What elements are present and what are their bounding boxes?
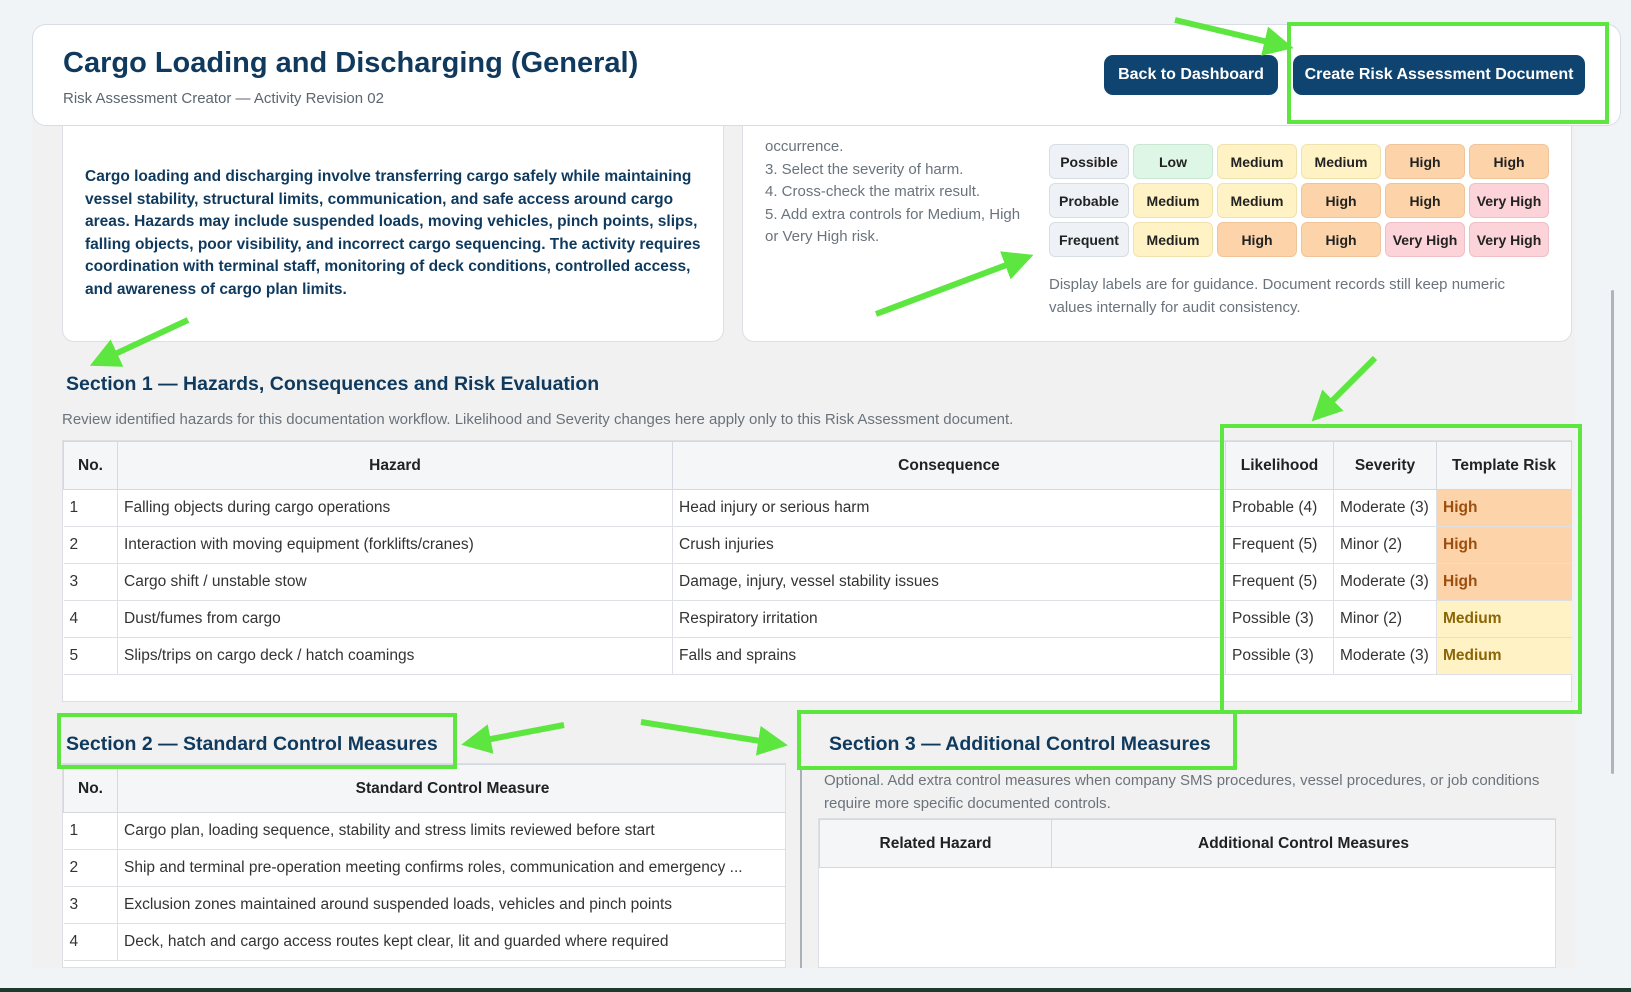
severity-select[interactable]: Minor (2) xyxy=(1334,527,1437,564)
column-header-hazard: Hazard xyxy=(118,442,673,490)
matrix-cell: High xyxy=(1217,222,1297,257)
matrix-cell: Very High xyxy=(1469,183,1549,218)
row-number: 4 xyxy=(64,924,118,961)
hazard-cell: Cargo shift / unstable stow xyxy=(118,564,673,601)
matrix-cell: High xyxy=(1385,183,1465,218)
consequence-cell: Head injury or serious harm xyxy=(673,490,1226,527)
column-header-standard-control: Standard Control Measure xyxy=(118,765,787,813)
table-header-row xyxy=(64,765,787,813)
activity-description: Cargo loading and discharging involve transferring cargo safely while maintaining vessel stability, structural limits, communication, and safe access around cargo areas. Hazards may include suspended loads, moving vehicles, pinch points, slips, falling objects, poor visibility, and incorrect cargo sequencing. The activity requires coordination with terminal staff, monitoring of deck conditions, controlled access, and awareness of cargo plan limits. xyxy=(85,168,701,298)
column-header-consequence: Consequence xyxy=(673,442,1226,490)
template-risk-cell: High xyxy=(1437,490,1572,527)
matrix-cell: Low xyxy=(1133,144,1213,179)
annotation-box-section2 xyxy=(57,713,457,769)
guide-step: 4. Cross-check the matrix result. xyxy=(765,183,981,200)
column-header-likelihood: Likelihood xyxy=(1226,442,1334,490)
guide-steps xyxy=(765,136,1025,249)
matrix-cell: Medium xyxy=(1217,144,1297,179)
guide-step: 5. Add extra controls for Medium, High or Very High risk. xyxy=(765,205,1021,245)
column-header-related-hazard: Related Hazard xyxy=(820,820,1052,868)
row-number: 3 xyxy=(64,564,118,601)
table-header-row xyxy=(820,820,1556,868)
severity-select[interactable]: Moderate (3) xyxy=(1334,564,1437,601)
matrix-cell: High xyxy=(1469,144,1549,179)
section3-description: Optional. Add extra control measures when company SMS procedures, vessel procedures, or job conditions require more specific documented controls. xyxy=(824,772,1540,812)
standard-controls-table xyxy=(63,764,786,961)
back-to-dashboard-button[interactable]: Back to Dashboard xyxy=(1104,55,1278,95)
page-subtitle: Risk Assessment Creator — Activity Revision 02 xyxy=(63,90,384,107)
control-measure-cell: Deck, hatch and cargo access routes kept clear, lit and guarded where required xyxy=(118,924,787,961)
matrix-row-label: Possible xyxy=(1049,144,1129,179)
table-row xyxy=(64,924,787,961)
additional-controls-table xyxy=(819,819,1556,868)
severity-select[interactable]: Minor (2) xyxy=(1334,601,1437,638)
risk-matrix-card xyxy=(742,126,1572,342)
row-number: 1 xyxy=(64,813,118,850)
control-measure-cell: Cargo plan, loading sequence, stability and stress limits reviewed before start xyxy=(118,813,787,850)
likelihood-select[interactable]: Probable (4) xyxy=(1226,490,1334,527)
row-number: 3 xyxy=(64,887,118,924)
matrix-cell: Medium xyxy=(1301,144,1381,179)
consequence-cell: Damage, injury, vessel stability issues xyxy=(673,564,1226,601)
row-number: 2 xyxy=(64,850,118,887)
column-header-additional-controls: Additional Control Measures xyxy=(1052,820,1556,868)
scrollbar[interactable] xyxy=(1611,290,1614,774)
template-risk-cell: Medium xyxy=(1437,638,1572,675)
annotation-box-section3 xyxy=(797,710,1237,770)
severity-select[interactable]: Moderate (3) xyxy=(1334,490,1437,527)
annotation-box-create-button xyxy=(1287,22,1609,124)
guide-step: 3. Select the severity of harm. xyxy=(765,160,964,178)
column-header-template-risk: Template Risk xyxy=(1437,442,1572,490)
row-number: 1 xyxy=(64,490,118,527)
annotation-box-risk-columns xyxy=(1220,424,1582,714)
template-risk-cell: Medium xyxy=(1437,601,1572,638)
matrix-note: Display labels are for guidance. Document records still keep numeric values internally for audit consistency. xyxy=(1049,276,1506,316)
page-title: Cargo Loading and Discharging (General) xyxy=(63,47,639,79)
column-header-severity: Severity xyxy=(1334,442,1437,490)
table-row xyxy=(64,813,787,850)
consequence-cell: Falls and sprains xyxy=(673,638,1226,675)
additional-controls-table-container xyxy=(818,818,1556,968)
activity-description-card xyxy=(62,126,724,342)
severity-select[interactable]: Moderate (3) xyxy=(1334,638,1437,675)
consequence-cell: Crush injuries xyxy=(673,527,1226,564)
hazard-cell: Dust/fumes from cargo xyxy=(118,601,673,638)
table-row xyxy=(64,850,787,887)
matrix-cell: Very High xyxy=(1469,222,1549,257)
table-row xyxy=(64,887,787,924)
hazard-cell: Slips/trips on cargo deck / hatch coamings xyxy=(118,638,673,675)
column-header-no: No. xyxy=(64,765,118,813)
matrix-row-label: Probable xyxy=(1049,183,1129,218)
matrix-cell: High xyxy=(1301,222,1381,257)
matrix-cell: Very High xyxy=(1385,222,1465,257)
matrix-cell: Medium xyxy=(1133,183,1213,218)
guide-step: occurrence. xyxy=(765,138,844,155)
matrix-cell: High xyxy=(1385,144,1465,179)
likelihood-select[interactable]: Possible (3) xyxy=(1226,601,1334,638)
section1-title: Section 1 — Hazards, Consequences and Risk Evaluation xyxy=(66,373,600,395)
section1-description: Review identified hazards for this documentation workflow. Likelihood and Severity changes here apply only to this Risk Assessment document. xyxy=(62,411,1014,428)
risk-matrix xyxy=(1049,144,1549,257)
likelihood-select[interactable]: Frequent (5) xyxy=(1226,527,1334,564)
section2-title: Section 2 — Standard Control Measures xyxy=(66,733,438,755)
column-header-no: No. xyxy=(64,442,118,490)
hazard-cell: Interaction with moving equipment (forklifts/cranes) xyxy=(118,527,673,564)
row-number: 2 xyxy=(64,527,118,564)
likelihood-select[interactable]: Frequent (5) xyxy=(1226,564,1334,601)
hazard-cell: Falling objects during cargo operations xyxy=(118,490,673,527)
matrix-cell: Medium xyxy=(1133,222,1213,257)
panel-divider xyxy=(800,768,802,968)
matrix-row-label: Frequent xyxy=(1049,222,1129,257)
likelihood-select[interactable]: Possible (3) xyxy=(1226,638,1334,675)
consequence-cell: Respiratory irritation xyxy=(673,601,1226,638)
section3-title: Section 3 — Additional Control Measures xyxy=(829,733,1211,755)
control-measure-cell: Ship and terminal pre-operation meeting confirms roles, communication and emergency ... xyxy=(118,850,787,887)
create-risk-assessment-button[interactable]: Create Risk Assessment Document xyxy=(1293,55,1585,95)
matrix-cell: Medium xyxy=(1217,183,1297,218)
template-risk-cell: High xyxy=(1437,527,1572,564)
template-risk-cell: High xyxy=(1437,564,1572,601)
row-number: 4 xyxy=(64,601,118,638)
control-measure-cell: Exclusion zones maintained around suspended loads, vehicles and pinch points xyxy=(118,887,787,924)
row-number: 5 xyxy=(64,638,118,675)
bottom-bar xyxy=(0,988,1631,992)
standard-controls-table-container xyxy=(62,763,786,968)
matrix-cell: High xyxy=(1301,183,1381,218)
